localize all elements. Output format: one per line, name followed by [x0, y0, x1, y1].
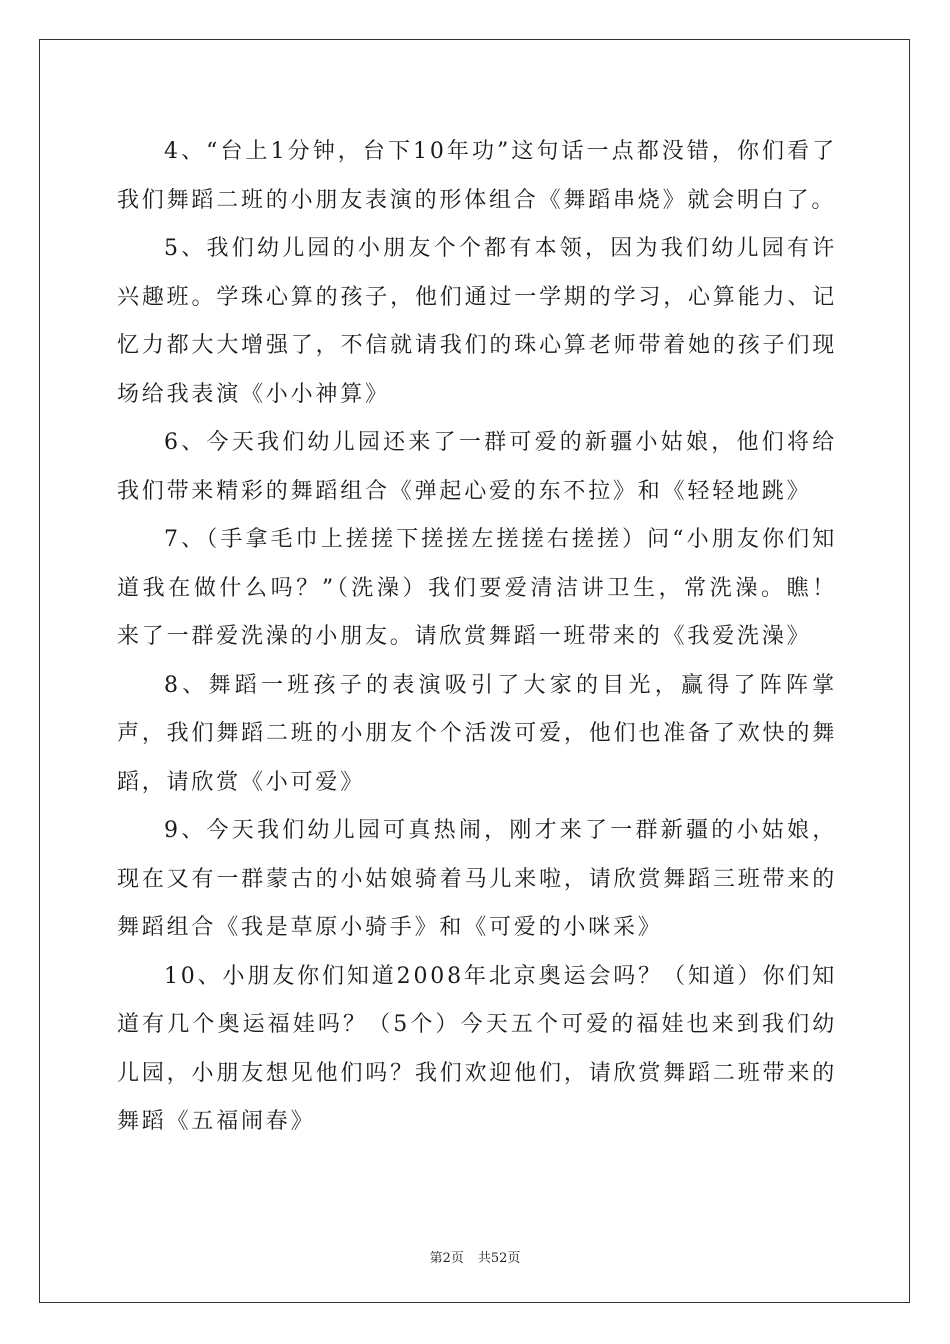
paragraph-8: 8、舞蹈一班孩子的表演吸引了大家的目光，赢得了阵阵掌声，我们舞蹈二班的小朋友个个活泼可爱，他们也准备了欢快的舞蹈，请欣赏《小可爱》: [117, 672, 837, 795]
page-number: 第2页: [429, 1251, 464, 1266]
paragraph-5: 5、我们幼儿园的小朋友个个都有本领，因为我们幼儿园有许兴趣班。学珠心算的孩子，他们通过一学期的学习，心算能力、记忆力都大大增强了，不信就请我们的珠心算老师带着她的孩子们现场给我表演《小小神算》: [117, 236, 837, 407]
document-body: [117, 128, 837, 1147]
paragraph-7: 7、（手拿毛巾上搓搓下搓搓左搓搓右搓搓）问“小朋友你们知道我在做什么吗？”（洗澡）我们要爱清洁讲卫生，常洗澡。瞧！来了一群爱洗澡的小朋友。请欣赏舞蹈一班带来的《我爱洗澡》: [117, 527, 837, 649]
paragraph-9: 9、今天我们幼儿园可真热闹，刚才来了一群新疆的小姑娘，现在又有一群蒙古的小姑娘骑着马儿来啦，请欣赏舞蹈三班带来的舞蹈组合《我是草原小骑手》和《可爱的小咪采》: [117, 818, 837, 940]
total-pages: 共52页: [477, 1251, 521, 1266]
page-footer: [0, 1247, 950, 1266]
paragraph-10: 10、小朋友你们知道2008年北京奥运会吗？（知道）你们知道有几个奥运福娃吗？（5个）今天五个可爱的福娃也来到我们幼儿园，小朋友想见他们吗？我们欢迎他们，请欣赏舞蹈二班带来的舞蹈《五福闹春》: [117, 963, 837, 1134]
paragraph-4: 4、“台上1分钟，台下10年功”这句话一点都没错，你们看了我们舞蹈二班的小朋友表演的形体组合《舞蹈串烧》就会明白了。: [117, 139, 837, 213]
paragraph-6: 6、今天我们幼儿园还来了一群可爱的新疆小姑娘，他们将给我们带来精彩的舞蹈组合《弹起心爱的东不拉》和《轻轻地跳》: [117, 430, 837, 504]
